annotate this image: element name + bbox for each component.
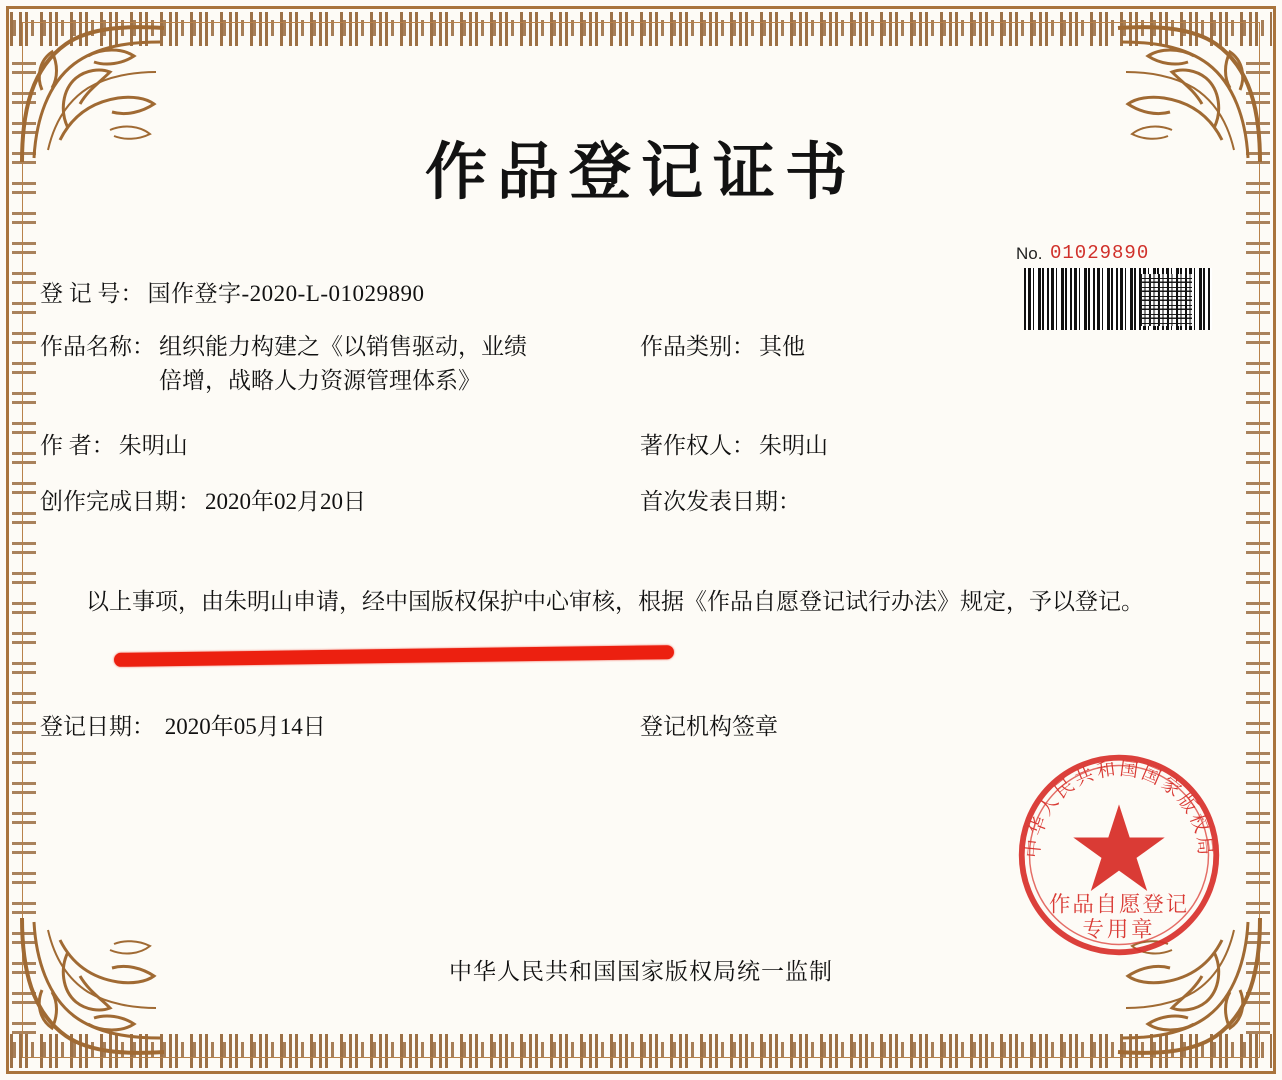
statement-paragraph xyxy=(40,582,1242,622)
statement-text: 以上事项，由朱明山申请，经中国版权保护中心审核，根据《作品自愿登记试行办法》规定，予以登记。 xyxy=(86,588,1144,614)
first-publication-date-label: 首次发表日期： xyxy=(640,489,801,514)
barcode-no-label: No. xyxy=(1016,244,1043,263)
svg-text:中华人民共和国国家版权局: 中华人民共和国国家版权局 xyxy=(1022,758,1216,859)
work-title-line2: 倍增，战略人力资源管理体系》 xyxy=(159,368,481,393)
official-seal-stamp xyxy=(1012,748,1226,962)
bottom-note: 中华人民共和国国家版权局统一监制 xyxy=(449,959,833,984)
work-title-value xyxy=(159,330,527,399)
field-row-author xyxy=(40,429,1242,464)
registration-date-label: 登记日期： xyxy=(40,713,155,739)
field-row-dates xyxy=(40,485,1242,520)
work-title-line1: 组织能力构建之《以销售驱动，业绩 xyxy=(159,333,527,359)
page-title: 作品登记证书 xyxy=(424,135,857,208)
barcode-number: 01029890 xyxy=(1050,242,1150,264)
work-category-label: 作品类别： xyxy=(640,333,755,359)
registration-date-value: 2020年05月14日 xyxy=(164,713,326,739)
field-row-work-title xyxy=(40,330,1242,399)
author-label: 作 者： xyxy=(40,432,115,458)
registration-number-label: 登 记 号： xyxy=(40,281,144,306)
copyright-owner-value: 朱明山 xyxy=(759,432,828,458)
creation-date-value: 2020年02月20日 xyxy=(205,489,366,514)
registration-date-block xyxy=(40,708,640,741)
registration-number-value: 国作登字-2020-L-01029890 xyxy=(147,281,425,306)
work-title-label: 作品名称： xyxy=(40,333,155,359)
red-highlight-stroke xyxy=(114,645,674,667)
agency-seal-label: 登记机构签章 xyxy=(640,713,778,739)
svg-text:作品自愿登记: 作品自愿登记 xyxy=(1048,892,1190,918)
field-list xyxy=(40,277,1242,520)
copyright-owner-label: 著作权人： xyxy=(640,432,755,458)
svg-text:专用章: 专用章 xyxy=(1082,917,1156,943)
author-value: 朱明山 xyxy=(118,432,188,458)
agency-seal-block xyxy=(640,708,1242,741)
field-row-registration-number xyxy=(40,277,1242,312)
work-category-value: 其他 xyxy=(759,333,805,359)
creation-date-label: 创作完成日期： xyxy=(40,489,201,514)
footer-row xyxy=(40,708,1242,741)
